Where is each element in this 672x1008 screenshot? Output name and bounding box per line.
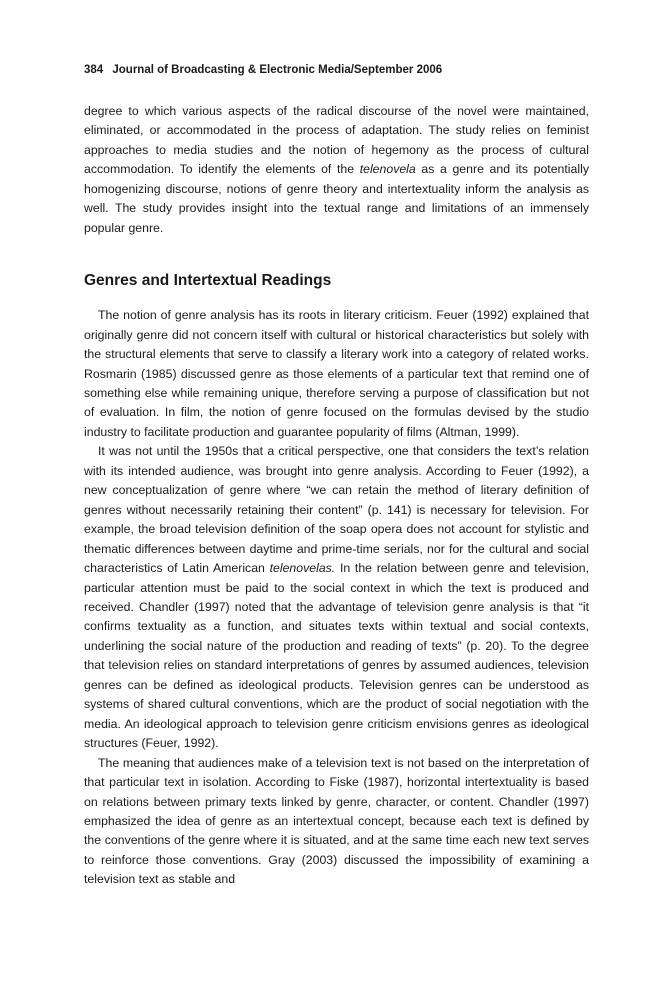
intro-paragraph	[84, 102, 589, 238]
intro-italic-term: telenovela	[359, 162, 416, 177]
body-paragraph-3: The meaning that audiences make of a television text is not based on the interpretation of that particular text in isolation. According to Fiske (1987), horizontal intertextuality is based on relations between primary texts linked by genre, character, or content. Chandler (1997) emphasized the idea of genre as an intertextual concept, because each text is defined by the conventions of the genre where it is situated, and at the same time each new text serves to reinforce those conventions. Gray (2003) discussed the impossibility of examining a television text as stable and	[84, 755, 589, 887]
section-heading: Genres and Intertextual Readings	[84, 272, 332, 290]
body-paragraph-1: The notion of genre analysis has its roots in literary criticism. Feuer (1992) explained that originally genre did not concern itself with cultural or historical characteristics but solely with the structural elements that serve to classify a literary work into a category of related works. Rosmarin (1985) discussed genre as those elements of a particular text that remind one of something else while remaining unique, therefore serving a purpose of classification but not of evaluation. In film, the notion of genre focused on the formulas devised by the studio industry to facilitate production and guarantee popularity of films (Altman, 1999).	[84, 308, 589, 439]
paragraph-2-italic-term: telenovelas.	[269, 561, 336, 576]
journal-title: Journal of Broadcasting & Electronic Media/September 2006	[112, 64, 443, 76]
page-number: 384	[84, 64, 104, 76]
paragraph-2-text-a: It was not until the 1950s that a critical perspective, one that considers the text’s relation with its intended audience, was brought into genre analysis. According to Feuer (1992), a new conceptualization of genre where “we can retain the method of literary definition of genres without necessarily retaining their content” (p. 141) is necessary for television. For example, the broad television definition of the soap opera does not account for stylistic and thematic differences between daytime and prime-time serials, nor for the cultural and social characteristics of Latin American	[84, 444, 589, 576]
intro-text-a: degree to which various aspects of the radical discourse of the novel were maintained, eliminated, or accommodated in the process of adaptation. The study relies on feminist approaches to media studies and the notion of hegemony as the process of cultural accommodation. To identify the elements of the	[84, 104, 589, 177]
running-head	[84, 64, 589, 76]
paragraph-2-text-b: In the relation between genre and television, particular attention must be paid to the social context in which the text is produced and received. Chandler (1997) noted that the advantage of television genre analysis is that “it confirms textuality as a function, and situates texts within textual and social contexts, underlining the social nature of the production and reading of texts” (p. 20). To the degree that television relies on standard interpretations of genres by assumed audiences, television genres can be defined as ideological products. Television genres can be understood as systems of shared cultural conventions, which are the product of social negotiation with the media. An ideological approach to television genre criticism envisions genres as ideological structures (Feuer, 1992).	[84, 561, 589, 751]
journal-page	[84, 64, 589, 890]
body-paragraph-2	[84, 442, 589, 753]
intro-text-b: as a genre and its potentially homogenizing discourse, notions of genre theory and intertextuality inform the analysis as well. The study provides insight into the textual range and limitations of an immensely popular genre.	[84, 162, 589, 235]
